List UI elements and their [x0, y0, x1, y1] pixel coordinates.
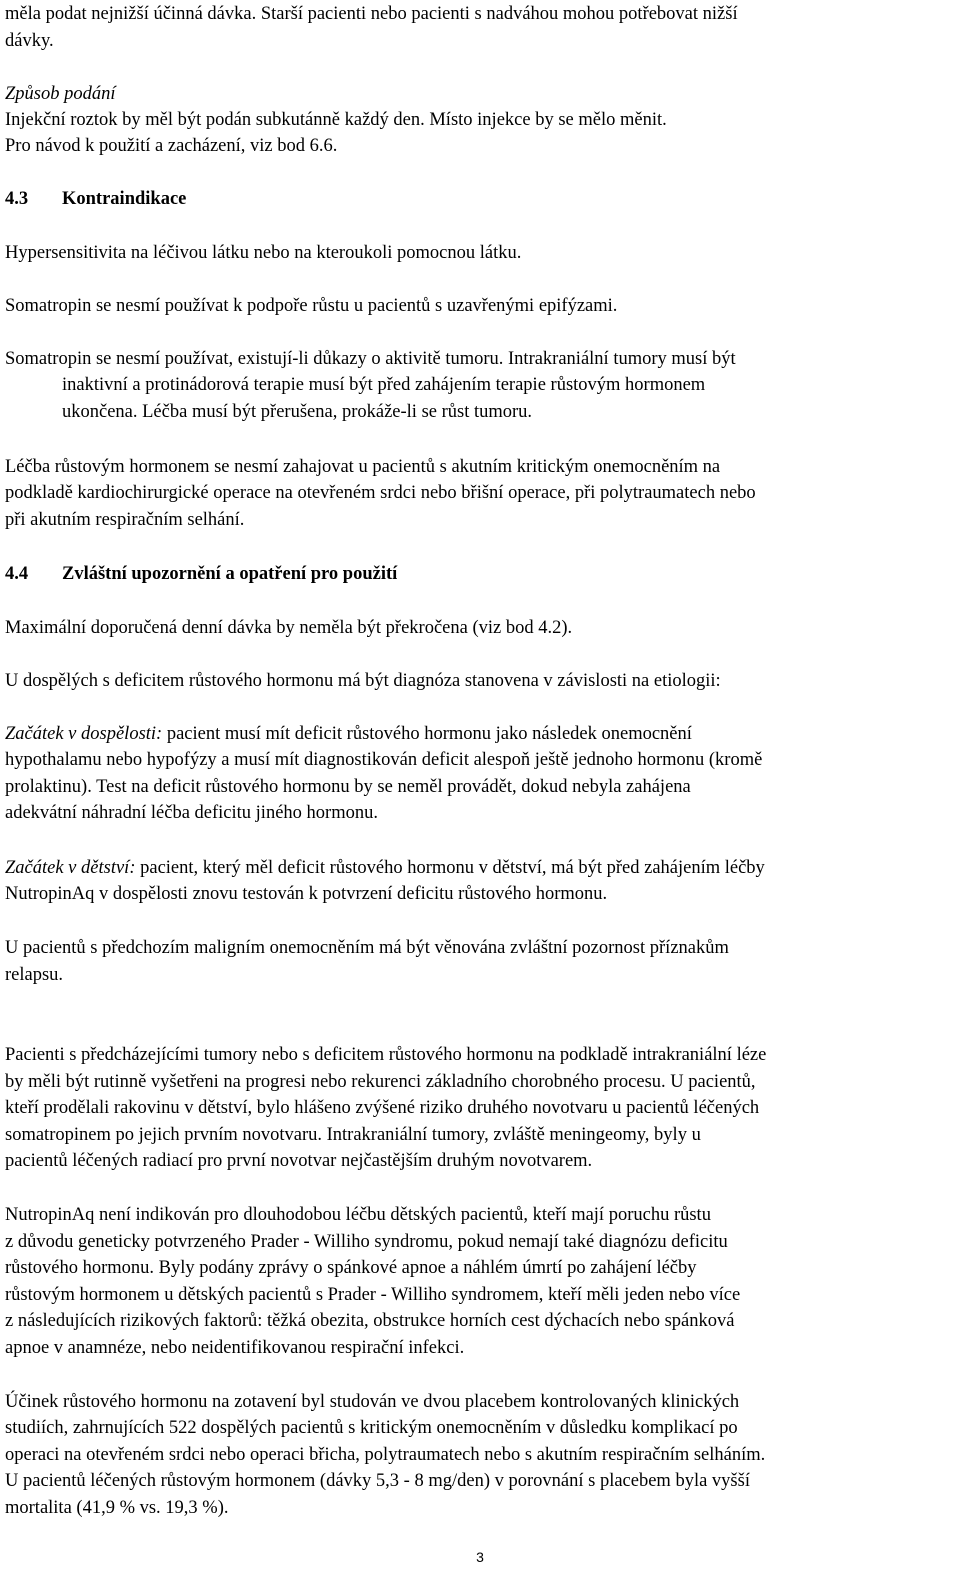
- contraindication-tumor-line: Somatropin se nesmí používat, existují-li důkazy o aktivitě tumoru. Intrakraniální tumory musí být: [5, 349, 736, 369]
- prader-willi-text-line: z důvodu geneticky potvrzeného Prader - Williho syndromu, pokud nemají také diagnózu deficitu: [5, 1232, 728, 1252]
- prior-tumor-text-line: somatropinem po jejich prvním novotvaru. Intrakraniální tumory, zvláště meningeomy, byly u: [5, 1125, 701, 1145]
- contraindication-tumor-line: inaktivní a protinádorová terapie musí být před zahájením terapie růstovým hormonem: [62, 375, 706, 395]
- contraindication-epiphyses: Somatropin se nesmí používat k podpoře růstu u pacientů s uzavřenými epifýzami.: [5, 296, 618, 316]
- section-number: 4.3: [5, 189, 29, 209]
- malignancy-text-line: relapsu.: [5, 965, 64, 985]
- section-title: Kontraindikace: [62, 189, 187, 209]
- prader-willi-text-line: růstového hormonu. Byly podány zprávy o spánkové apnoe a náhlém úmrtí po zahájení léčby: [5, 1258, 697, 1278]
- prader-willi-text-line: apnoe v anamnéze, nebo neidentifikovanou respirační infekci.: [5, 1338, 465, 1358]
- prior-tumor-text-line: by měli být rutinně vyšetřeni na progresi nebo rekurenci základního chorobného procesu. U pacientů,: [5, 1072, 756, 1092]
- page-number: 3: [476, 1549, 484, 1565]
- child-onset-text: pacient, který měl deficit růstového hormonu v dětství, má být před zahájením léčby: [135, 858, 765, 878]
- adult-onset-label: Začátek v dospělosti:: [5, 724, 163, 744]
- study-text-line: operaci na otevřeném srdci nebo operaci břicha, polytraumatech nebo s akutním respiračním selháním.: [5, 1445, 766, 1465]
- prior-tumor-text-line: pacientů léčených radiací pro první novotvar nejčastějším druhým novotvarem.: [5, 1151, 593, 1171]
- adult-onset-line: adekvátní náhradní léčba deficitu jiného hormonu.: [5, 803, 378, 823]
- section-number: 4.4: [5, 564, 29, 584]
- adult-onset-line: prolaktinu). Test na deficit růstového hormonu by se neměl provádět, dokud nebyla zahájena: [5, 777, 691, 797]
- prader-willi-text-line: NutropinAq není indikován pro dlouhodobou léčbu dětských pacientů, kteří mají poruchu růstu: [5, 1205, 711, 1225]
- child-onset-line: [5, 855, 765, 881]
- prader-willi-text-line: z následujících rizikových faktorů: těžká obezita, obstrukce horních cest dýchacích nebo spánková: [5, 1311, 735, 1331]
- prior-tumor-text-line: kteří prodělali rakovinu v dětství, bylo hlášeno zvýšené riziko druhého novotvaru u pacientů léčených: [5, 1098, 760, 1118]
- section-title: Zvláštní upozornění a opatření pro použití: [62, 564, 398, 584]
- study-text-line: Účinek růstového hormonu na zotavení byl studován ve dvou placebem kontrolovaných klinických: [5, 1392, 740, 1412]
- prader-willi-text-line: růstovým hormonem u dětských pacientů s Prader - Williho syndromem, kteří měli jeden nebo více: [5, 1285, 741, 1305]
- administration-text-line: Pro návod k použití a zacházení, viz bod 6.6.: [5, 136, 338, 156]
- child-onset-line: NutropinAq v dospělosti znovu testován k potvrzení deficitu růstového hormonu.: [5, 884, 608, 904]
- malignancy-text-line: U pacientů s předchozím maligním onemocněním má být věnována zvláštní pozornost příznakům: [5, 938, 729, 958]
- adult-onset-line: [5, 721, 692, 747]
- contraindication-acute-line: podkladě kardiochirurgické operace na otevřeném srdci nebo břišní operace, při polytraumatech nebo: [5, 483, 756, 503]
- dose-text-line: měla podat nejnižší účinná dávka. Starší pacienti nebo pacienti s nadváhou mohou potřebovat nižší: [5, 4, 738, 24]
- administration-text-line: Injekční roztok by měl být podán subkutánně každý den. Místo injekce by se mělo měnit.: [5, 110, 667, 130]
- contraindication-hypersensitivity: Hypersensitivita na léčivou látku nebo na kteroukoli pomocnou látku.: [5, 243, 522, 263]
- adults-diagnosis-text: U dospělých s deficitem růstového hormonu má být diagnóza stanovena v závislosti na etiologii:: [5, 671, 721, 691]
- max-dose-text: Maximální doporučená denní dávka by neměla být překročena (viz bod 4.2).: [5, 618, 573, 638]
- administration-subheading: Způsob podání: [5, 84, 116, 104]
- adult-onset-line: hypothalamu nebo hypofýzy a musí mít diagnostikován deficit alespoň ještě jednoho hormonu (kromě: [5, 750, 763, 770]
- study-text-line: studiích, zahrnujících 522 dospělých pacientů s kritickým onemocněním v důsledku komplikací po: [5, 1418, 738, 1438]
- prior-tumor-text-line: Pacienti s předcházejícími tumory nebo s deficitem růstového hormonu na podkladě intrakraniální léze: [5, 1045, 767, 1065]
- section-heading-4-4: [5, 561, 397, 587]
- child-onset-label: Začátek v dětství:: [5, 858, 136, 878]
- dose-text-line: dávky.: [5, 31, 54, 51]
- study-text-line: mortalita (41,9 % vs. 19,3 %).: [5, 1498, 229, 1518]
- contraindication-tumor-line: ukončena. Léčba musí být přerušena, prokáže-li se růst tumoru.: [62, 402, 533, 422]
- contraindication-acute-line: Léčba růstovým hormonem se nesmí zahajovat u pacientů s akutním kritickým onemocněním na: [5, 457, 721, 477]
- section-heading-4-3: [5, 186, 186, 212]
- contraindication-acute-line: při akutním respiračním selhání.: [5, 510, 245, 530]
- adult-onset-text: pacient musí mít deficit růstového hormonu jako následek onemocnění: [162, 724, 692, 744]
- study-text-line: U pacientů léčených růstovým hormonem (dávky 5,3 - 8 mg/den) v porovnání s placebem byla vyšší: [5, 1471, 750, 1491]
